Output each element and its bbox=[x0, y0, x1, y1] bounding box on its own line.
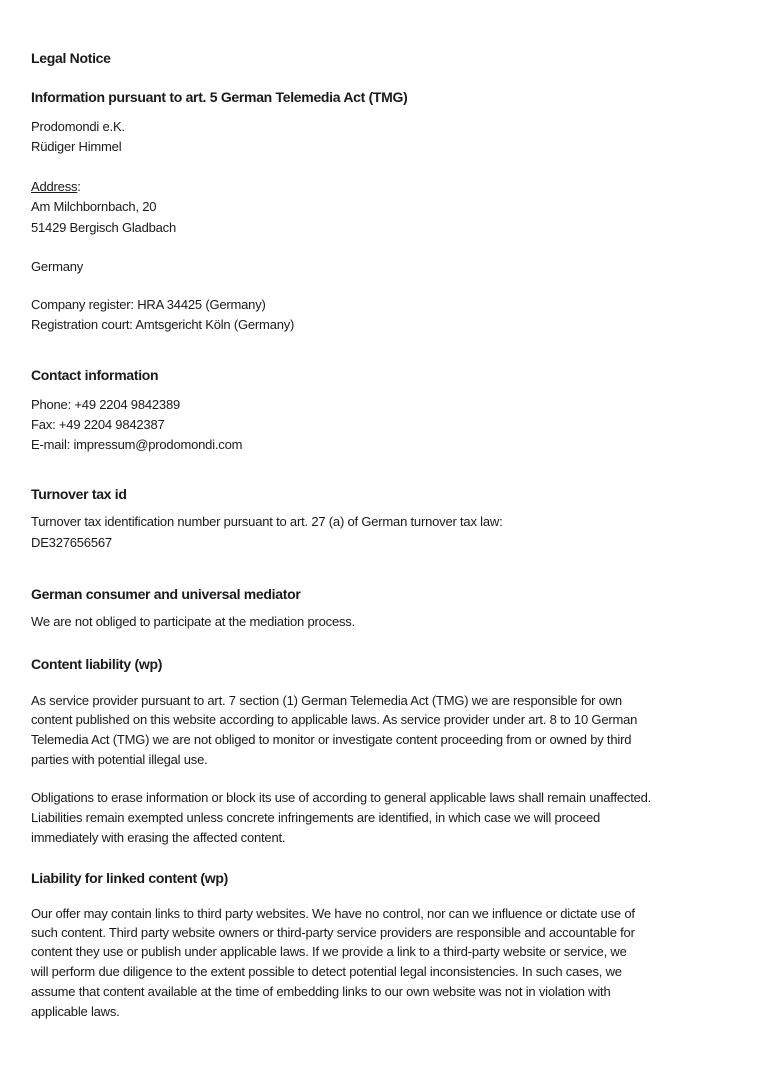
fax: Fax: +49 2204 9842387 bbox=[31, 417, 165, 432]
contact-heading: Contact information bbox=[31, 367, 159, 383]
company-name: Prodomondi e.K. bbox=[31, 119, 125, 134]
paragraph-line: Our offer may contain links to third party websites. We have no control, nor can we influence or dictate use of bbox=[31, 906, 635, 921]
tax-text: Turnover tax identification number pursuant to art. 27 (a) of German turnover tax law: bbox=[31, 514, 503, 529]
country: Germany bbox=[31, 259, 84, 274]
paragraph-line: content published on this website according to applicable laws. As service provider under art. 8 to 10 German bbox=[31, 712, 638, 727]
email: E-mail: impressum@prodomondi.com bbox=[31, 437, 243, 452]
paragraph-line: Telemedia Act (TMG) we are not obliged to monitor or investigate content proceeding from or owned by third bbox=[31, 732, 632, 747]
address-label-text: Address bbox=[31, 179, 78, 194]
info-heading: Information pursuant to art. 5 German Telemedia Act (TMG) bbox=[31, 89, 408, 105]
registration-court: Registration court: Amtsgericht Köln (Germany) bbox=[31, 317, 295, 332]
address-label bbox=[31, 179, 81, 195]
mediator-heading: German consumer and universal mediator bbox=[31, 586, 301, 602]
paragraph-line: applicable laws. bbox=[31, 1004, 120, 1019]
paragraph-line: will perform due diligence to the extent possible to detect potential legal inconsistencies. In such cases, we bbox=[31, 964, 622, 979]
address-colon: : bbox=[77, 179, 81, 194]
page-title: Legal Notice bbox=[31, 50, 111, 66]
company-register: Company register: HRA 34425 (Germany) bbox=[31, 297, 266, 312]
owner-name: Rüdiger Himmel bbox=[31, 139, 122, 154]
paragraph-line: assume that content available at the time of embedding links to our own website was not in violation with bbox=[31, 984, 611, 999]
paragraph-line: such content. Third party website owners or third-party service providers are responsible and accountable for bbox=[31, 925, 635, 940]
paragraph-line: Obligations to erase information or block its use of according to general applicable laws shall remain unaffected. bbox=[31, 790, 652, 805]
street: Am Milchbornbach, 20 bbox=[31, 199, 157, 214]
tax-id: DE327656567 bbox=[31, 535, 112, 550]
city: 51429 Bergisch Gladbach bbox=[31, 220, 177, 235]
paragraph-line: Liabilities remain exempted unless concrete infringements are identified, in which case we will proceed bbox=[31, 810, 601, 825]
paragraph-line: immediately with erasing the affected content. bbox=[31, 830, 286, 845]
tax-heading: Turnover tax id bbox=[31, 486, 127, 502]
linked-liability-heading: Liability for linked content (wp) bbox=[31, 870, 228, 886]
paragraph-line: parties with potential illegal use. bbox=[31, 752, 208, 767]
paragraph-line: As service provider pursuant to art. 7 section (1) German Telemedia Act (TMG) we are responsible for own bbox=[31, 693, 622, 708]
content-liability-heading: Content liability (wp) bbox=[31, 656, 163, 672]
mediator-text: We are not obliged to participate at the mediation process. bbox=[31, 614, 355, 629]
paragraph-line: content they use or publish under applicable laws. If we provide a link to a third-party website or service, we bbox=[31, 944, 627, 959]
phone: Phone: +49 2204 9842389 bbox=[31, 397, 181, 412]
